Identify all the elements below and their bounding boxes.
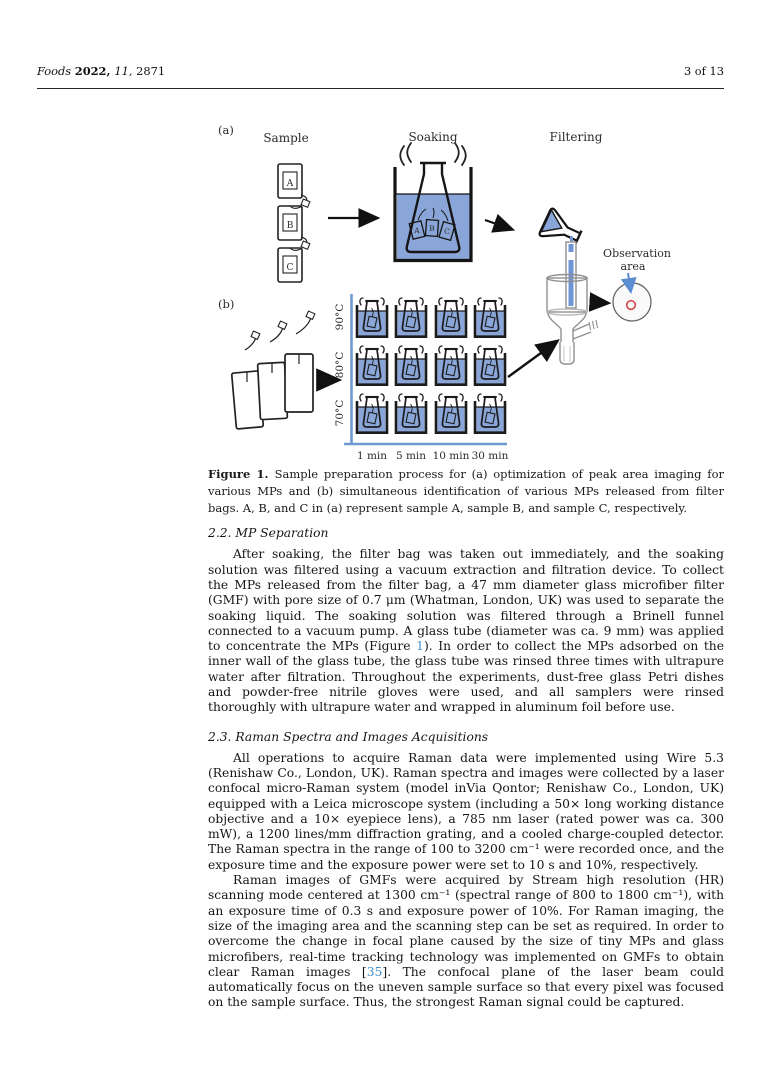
arrow-funnel-to-dish bbox=[590, 302, 607, 303]
journal-volume: 11, bbox=[114, 64, 137, 78]
observation-area-label-1: Observation bbox=[603, 247, 671, 260]
citation-35-link[interactable]: 35 bbox=[366, 964, 383, 979]
section-2-2-heading: 2.2. MP Separation bbox=[208, 526, 329, 541]
section-2-2 bbox=[208, 526, 724, 715]
paragraph-text: ]. The confocal plane of the laser beam could automatically focus on the uneven sample surface so that every pixel was focused on the sample surface. Thus, the strongest Raman signal could be captured. bbox=[208, 964, 724, 1010]
bag-b-label: B bbox=[286, 221, 294, 231]
observation-area-label-2: area bbox=[620, 260, 646, 273]
paragraph-text: Raman images of GMFs were acquired by Stream high resolution (HR) scanning mode centered at 1300 cm⁻¹ (spectral range of 800 to 1800 cm⁻¹), with an exposure time of 0.3 s and exposure power of 10%. For Raman imaging, the size of the imaging area and the scanning step can be set as required. In order to overcome the change in focal plane caused by the size of tiny MPs and glass microfibers, real-time tracking technology was implemented on GMFs to obtain clear Raman images [ bbox=[208, 873, 724, 979]
section-2-3-paragraph-2 bbox=[208, 873, 724, 1011]
filter-bags-icon bbox=[232, 311, 315, 429]
sample-label: Sample bbox=[263, 131, 309, 145]
sample-bags-icon bbox=[278, 164, 310, 282]
journal-article-number: 2871 bbox=[136, 64, 166, 78]
soaking-matrix-icon bbox=[357, 298, 505, 433]
figure-1 bbox=[208, 110, 713, 468]
journal-citation bbox=[37, 64, 165, 78]
steam-icon bbox=[400, 143, 411, 165]
soaking-beaker-icon bbox=[395, 143, 471, 261]
figure-caption-text: Sample preparation process for (a) optimization of peak area imaging for various MPs and (b) simultaneous identification of various MPs released from filter bags. A, B, and C in (a) represent sample A, sample B, and sample C, respectively. bbox=[208, 467, 724, 515]
paragraph-text: ). In order to collect the MPs adsorbed on the inner wall of the glass tube, the glass tube was rinsed three times with ultrapure water after filtration. Throughout the experiments, dust-free glass Petri dishes and powder-free nitrile gloves were used, and all samplers were rinsed thoroughly with ultrapure water and wrapped in aluminum foil before use. bbox=[208, 639, 724, 715]
temp-label-70: 70°C bbox=[334, 399, 346, 427]
time-label-1min: 1 min bbox=[356, 450, 388, 462]
petri-dish-icon bbox=[613, 283, 651, 321]
page-header bbox=[37, 64, 724, 78]
text-column bbox=[208, 466, 724, 1025]
figure-caption bbox=[208, 466, 724, 516]
steam-icon bbox=[455, 143, 466, 165]
flask-bag-c-label: C bbox=[444, 227, 450, 236]
temp-label-80: 80°C bbox=[334, 351, 346, 379]
figure-caption-label: Figure 1. bbox=[208, 467, 275, 481]
filter-funnel-icon bbox=[547, 242, 598, 364]
flask-bag-a-label: A bbox=[414, 226, 420, 235]
journal-name: Foods bbox=[37, 64, 75, 78]
section-2-3-paragraph-1: All operations to acquire Raman data were implemented using Wire 5.3 (Renishaw Co., London, UK). Raman spectra and images were collected by a laser confocal micro-Raman system (model inVia Qontor; Renishaw Co., London, UK) equipped with a Leica microscope system (including a 50× long working distance objective and a 10× eyepiece lens), a 785 nm laser (rated power was ca. 300 mW), a 1200 lines/mm diffraction grating, and a cooled charge-coupled detector. The Raman spectra in the range of 100 to 3200 cm⁻¹ were recorded once, and the exposure time and the exposure power were set to 10 s and 10%, respectively. bbox=[208, 750, 724, 872]
journal-year: 2022, bbox=[74, 64, 115, 78]
section-2-3 bbox=[208, 730, 724, 1011]
filtering-label: Filtering bbox=[549, 130, 603, 144]
soaking-label: Soaking bbox=[408, 130, 458, 144]
header-divider bbox=[37, 88, 724, 89]
figure-1-reference-link[interactable]: 1 bbox=[416, 639, 424, 654]
flask-bag-b-label: B bbox=[429, 224, 435, 233]
section-2-2-paragraph bbox=[208, 547, 724, 715]
paragraph-text: After soaking, the filter bag was taken out immediately, and the soaking solution was filtered using a vacuum extraction and filtration device. To collect the MPs released from the filter bag, a 47 mm diameter glass microfiber filter (GMF) with pore size of 0.7 μm (Whatman, London, UK) was used to separate the soaking liquid. The soaking solution was filtered through a Brinell funnel connected to a vacuum pump. A glass tube (diameter was ca. 9 mm) was applied to concentrate the MPs (Figure bbox=[208, 547, 724, 654]
temp-label-90: 90°C bbox=[334, 303, 346, 331]
pouring-flask-icon bbox=[539, 208, 585, 251]
liquid-drop-icon bbox=[570, 236, 573, 242]
arrow-soaking-to-filtering bbox=[485, 220, 511, 229]
time-label-30min: 30 min bbox=[471, 450, 509, 462]
page-number: 3 of 13 bbox=[683, 64, 724, 78]
bag-c-label: C bbox=[286, 263, 294, 273]
section-2-3-heading: 2.3. Raman Spectra and Images Acquisitions bbox=[208, 729, 489, 744]
arrow-matrix-to-filtering bbox=[508, 342, 556, 377]
time-label-5min: 5 min bbox=[395, 450, 427, 462]
panel-b-label: (b) bbox=[218, 297, 235, 311]
bag-a-label: A bbox=[286, 179, 294, 189]
panel-a-label: (a) bbox=[218, 123, 234, 137]
time-label-10min: 10 min bbox=[432, 450, 470, 462]
